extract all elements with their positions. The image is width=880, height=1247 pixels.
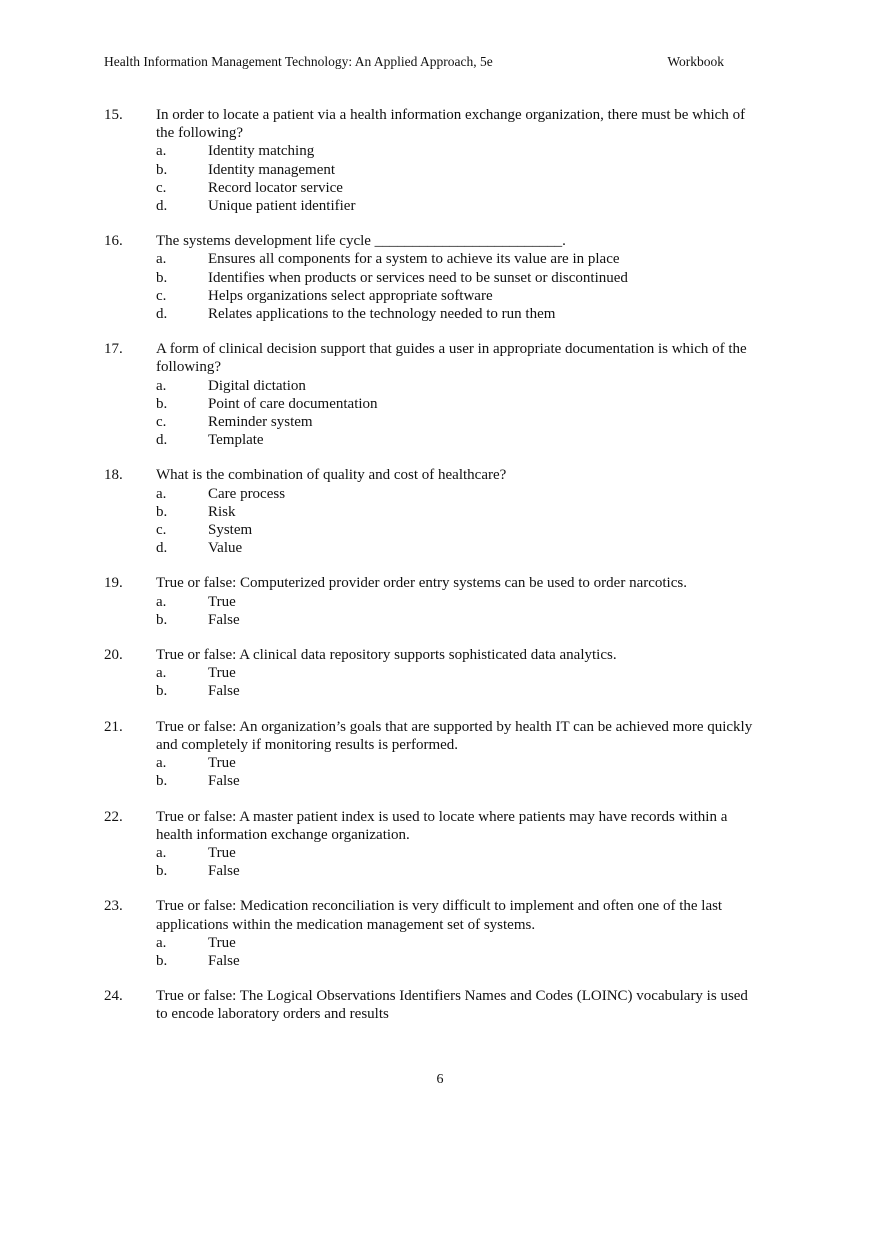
book-title: Health Information Management Technology: An Applied Approach, 5e xyxy=(104,54,493,69)
option-text: True xyxy=(208,665,236,682)
option-letter: a. xyxy=(156,844,167,861)
answer-option xyxy=(104,197,764,215)
option-text: Identity matching xyxy=(208,143,315,160)
answer-option xyxy=(104,287,764,305)
answer-option xyxy=(104,934,764,952)
answer-option xyxy=(104,664,764,682)
answer-option xyxy=(104,305,764,323)
option-text: Helps organizations select appropriate software xyxy=(208,287,493,304)
question-item xyxy=(104,897,764,970)
answer-option xyxy=(104,485,764,503)
question-number: 24. xyxy=(104,988,123,1005)
option-text: Relates applications to the technology needed to run them xyxy=(208,306,556,323)
answer-option xyxy=(104,539,764,557)
section-label: Workbook xyxy=(667,54,724,69)
answer-option xyxy=(104,431,764,449)
answer-option xyxy=(104,593,764,611)
option-letter: c. xyxy=(156,287,167,304)
option-text: Risk xyxy=(208,503,236,520)
question-stem xyxy=(104,232,764,250)
option-text: Unique patient identifier xyxy=(208,198,356,215)
option-letter: b. xyxy=(156,611,168,628)
option-letter: b. xyxy=(156,395,168,412)
question-number: 22. xyxy=(104,808,123,825)
option-text: True xyxy=(208,844,236,861)
question-stem xyxy=(104,106,764,142)
question-item xyxy=(104,232,764,323)
option-letter: c. xyxy=(156,179,167,196)
question-list xyxy=(104,106,764,1041)
option-letter: d. xyxy=(156,306,168,323)
option-text: False xyxy=(208,683,240,700)
option-text: False xyxy=(208,952,240,969)
answer-option xyxy=(104,179,764,197)
question-number: 16. xyxy=(104,233,123,250)
question-stem xyxy=(104,574,764,592)
option-text: Template xyxy=(208,432,264,449)
option-letter: a. xyxy=(156,143,167,160)
answer-option xyxy=(104,844,764,862)
option-letter: b. xyxy=(156,863,168,880)
option-letter: c. xyxy=(156,522,167,539)
option-letter: a. xyxy=(156,377,167,394)
question-text: True or false: A clinical data repository supports sophisticated data analytics. xyxy=(156,647,617,664)
option-text: Ensures all components for a system to achieve its value are in place xyxy=(208,251,620,268)
option-text: System xyxy=(208,522,253,539)
answer-option xyxy=(104,395,764,413)
option-text: True xyxy=(208,755,236,772)
option-text: True xyxy=(208,934,236,951)
option-letter: d. xyxy=(156,198,168,215)
option-text: False xyxy=(208,611,240,628)
option-text: Digital dictation xyxy=(208,377,306,394)
question-stem xyxy=(104,466,764,484)
question-stem xyxy=(104,987,764,1023)
option-letter: d. xyxy=(156,432,168,449)
question-text: True or false: An organization’s goals that are supported by health IT can be achieved more quickly and completely if monitoring results is performed. xyxy=(156,718,753,753)
answer-option xyxy=(104,611,764,629)
answer-option xyxy=(104,952,764,970)
option-letter: a. xyxy=(156,251,167,268)
option-letter: a. xyxy=(156,485,167,502)
question-stem xyxy=(104,718,764,754)
question-item xyxy=(104,808,764,881)
option-letter: a. xyxy=(156,934,167,951)
question-text: True or false: Medication reconciliation is very difficult to implement and often one of the last applications within the medication management set of systems. xyxy=(156,898,723,933)
option-letter: b. xyxy=(156,503,168,520)
question-item xyxy=(104,646,764,701)
answer-option xyxy=(104,269,764,287)
question-item xyxy=(104,106,764,215)
answer-option xyxy=(104,772,764,790)
option-letter: a. xyxy=(156,593,167,610)
answer-option xyxy=(104,754,764,772)
question-text: True or false: The Logical Observations Identifiers Names and Codes (LOINC) vocabulary is used to encode laboratory orders and results xyxy=(156,988,748,1023)
option-letter: c. xyxy=(156,414,167,431)
option-letter: b. xyxy=(156,683,168,700)
option-text: False xyxy=(208,863,240,880)
question-text: What is the combination of quality and cost of healthcare? xyxy=(156,467,507,484)
option-letter: a. xyxy=(156,755,167,772)
option-text: Value xyxy=(208,540,243,557)
answer-option xyxy=(104,862,764,880)
question-text: A form of clinical decision support that guides a user in appropriate documentation is which of the following? xyxy=(156,341,747,376)
question-text: True or false: Computerized provider order entry systems can be used to order narcotics. xyxy=(156,575,687,592)
question-item xyxy=(104,718,764,791)
answer-option xyxy=(104,250,764,268)
answer-option xyxy=(104,161,764,179)
question-number: 15. xyxy=(104,107,123,123)
question-number: 18. xyxy=(104,467,123,484)
option-text: Reminder system xyxy=(208,414,313,431)
question-stem xyxy=(104,340,764,376)
answer-option xyxy=(104,521,764,539)
option-text: Identity management xyxy=(208,161,336,178)
question-item xyxy=(104,574,764,629)
answer-option xyxy=(104,503,764,521)
option-text: Record locator service xyxy=(208,179,343,196)
option-letter: b. xyxy=(156,773,168,790)
option-text: True xyxy=(208,593,236,610)
question-item xyxy=(104,466,764,557)
question-text: The systems development life cycle _________________________. xyxy=(156,233,566,250)
question-number: 19. xyxy=(104,575,123,592)
option-text: Point of care documentation xyxy=(208,395,378,412)
option-text: False xyxy=(208,773,240,790)
option-letter: b. xyxy=(156,952,168,969)
option-letter: b. xyxy=(156,161,168,178)
page-number: 6 xyxy=(436,1072,444,1087)
question-number: 23. xyxy=(104,898,123,915)
question-number: 21. xyxy=(104,718,123,735)
answer-option xyxy=(104,142,764,160)
question-stem xyxy=(104,808,764,844)
option-letter: b. xyxy=(156,269,168,286)
question-text: True or false: A master patient index is used to locate where patients may have records within a health information exchange organization. xyxy=(156,808,728,843)
question-text: In order to locate a patient via a health information exchange organization, there must be which of the following? xyxy=(156,107,746,142)
question-stem xyxy=(104,897,764,933)
option-text: Care process xyxy=(208,485,286,502)
question-item xyxy=(104,340,764,449)
option-letter: d. xyxy=(156,540,168,557)
question-number: 17. xyxy=(104,341,123,358)
answer-option xyxy=(104,413,764,431)
answer-option xyxy=(104,377,764,395)
option-text: Identifies when products or services need to be sunset or discontinued xyxy=(208,269,628,286)
question-stem xyxy=(104,646,764,664)
question-number: 20. xyxy=(104,647,123,664)
answer-option xyxy=(104,682,764,700)
option-letter: a. xyxy=(156,665,167,682)
question-item xyxy=(104,987,764,1023)
